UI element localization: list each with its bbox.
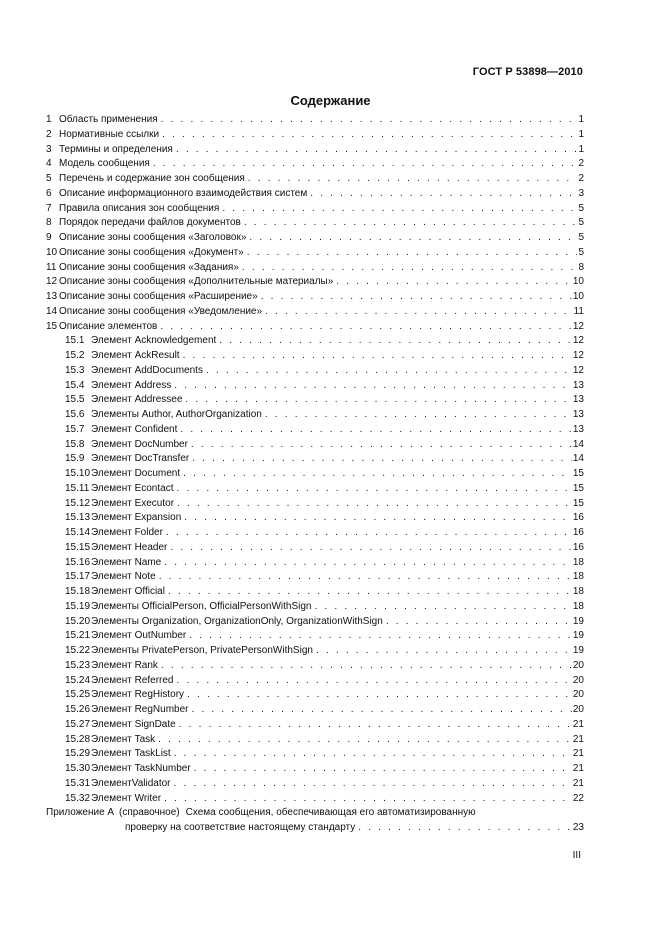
toc-appendix-entry[interactable] (46, 806, 584, 821)
dot-leader (176, 674, 571, 689)
toc-entry[interactable] (46, 275, 584, 290)
toc-page-number: 21 (572, 733, 584, 745)
toc-section-number: 8 (46, 217, 52, 229)
toc-page-number: 13 (572, 409, 584, 420)
toc-entry[interactable] (46, 585, 584, 600)
toc-page-number: 3 (578, 187, 584, 199)
toc-page-number: 20 (572, 689, 584, 701)
toc-entry[interactable] (46, 364, 584, 379)
toc-section-title: Элемент Header (91, 541, 168, 553)
dot-leader (249, 231, 577, 246)
dot-leader (176, 482, 571, 497)
dot-leader (161, 113, 578, 128)
toc-page-number: 8 (578, 261, 584, 273)
toc-page-number: 5 (578, 202, 584, 214)
toc-section-title: Элемент RegHistory (91, 689, 185, 701)
toc-section-number: 7 (46, 202, 52, 214)
dot-leader (158, 733, 572, 748)
toc-section-number: 15.18 (65, 586, 91, 597)
toc-page-number: 21 (572, 718, 584, 730)
toc-page-number: 18 (572, 586, 584, 597)
toc-entry[interactable] (46, 379, 584, 394)
toc-section-title: Описание информационного взаимодействия систем (59, 187, 308, 199)
dot-leader (191, 438, 572, 453)
dot-leader (162, 128, 577, 143)
toc-page-number: 15 (572, 497, 584, 509)
toc-page-number: 23 (572, 822, 584, 833)
toc-entry[interactable] (46, 320, 584, 335)
toc-section-title: Элемент Writer (91, 792, 162, 804)
toc-page-number: 12 (572, 364, 584, 376)
toc-section-number: 15.12 (65, 497, 91, 509)
toc-section-number: 15.7 (65, 423, 85, 435)
toc-page-number: 13 (572, 379, 584, 391)
toc-section-number: 14 (46, 305, 58, 317)
toc-section-title: Область применения (59, 114, 158, 125)
dot-leader (160, 320, 572, 335)
toc-entry[interactable] (46, 187, 584, 202)
toc-section-number: 15.22 (65, 645, 91, 656)
dot-leader (247, 246, 578, 261)
dot-leader (174, 777, 572, 792)
dot-leader (183, 467, 572, 482)
toc-page-number: 5 (578, 217, 584, 229)
dot-leader (248, 172, 578, 187)
toc-page-number: 1 (578, 114, 584, 125)
toc-entry[interactable] (46, 644, 584, 659)
toc-page-number: 21 (572, 763, 584, 774)
dot-leader (153, 157, 578, 172)
toc-section-number: 15.26 (65, 704, 91, 715)
toc-section-title: Элемент AddDocuments (91, 364, 203, 376)
toc-section-title: Элемент Referred (91, 674, 174, 686)
toc-page-number: 14 (572, 438, 584, 450)
toc-page-number: 18 (572, 571, 584, 583)
dot-leader (310, 187, 577, 202)
toc-entry[interactable] (46, 718, 584, 733)
toc-section-number: 15.16 (65, 556, 91, 568)
toc-entry[interactable] (46, 438, 584, 453)
dot-leader (358, 821, 572, 836)
toc-entry[interactable] (46, 393, 584, 408)
toc-section-title: Элементы Organization, OrganizationOnly, OrganizationWithSign (91, 615, 383, 627)
toc-section-title: Элемент Rank (91, 659, 158, 671)
toc-section-title: Элемент Econtact (91, 482, 174, 494)
dot-leader (174, 747, 572, 762)
toc-page-number: 10 (572, 276, 584, 288)
dot-leader (179, 718, 572, 733)
toc-page-number: 15 (572, 482, 584, 494)
document-id: ГОСТ Р 53898—2010 (472, 66, 583, 78)
toc-section-title: Элементы OfficialPerson, OfficialPersonWithSign (91, 600, 312, 612)
toc-section-title: Элемент OutNumber (91, 630, 187, 642)
toc-page-number: 12 (572, 350, 584, 361)
toc-section-number: 15.8 (65, 438, 85, 450)
toc-entry[interactable] (46, 452, 584, 467)
toc-section-title: Термины и определения (59, 143, 173, 155)
toc-entry[interactable] (46, 423, 584, 438)
toc-page-number: 15 (572, 468, 584, 479)
toc-entry[interactable] (46, 570, 584, 585)
toc-section-title: Элементы PrivatePerson, PrivatePersonWithSign (91, 645, 313, 656)
toc-section-number: 15.20 (65, 615, 91, 627)
toc-page-number: 5 (578, 232, 584, 243)
toc-page-number: 20 (572, 704, 584, 715)
toc-entry[interactable] (46, 615, 584, 630)
toc-section-title: Элемент Note (91, 571, 156, 583)
toc-entry[interactable] (46, 246, 584, 261)
toc-entry[interactable] (46, 290, 584, 305)
toc-section-title: Элемент Addressee (91, 394, 183, 406)
toc-entry[interactable] (46, 467, 584, 482)
dot-leader (316, 644, 572, 659)
toc-section-title: Элемент DocNumber (91, 438, 188, 450)
toc-section-number: 15.11 (65, 482, 90, 494)
toc-section-title: Описание элементов (59, 320, 158, 332)
toc-page-number: 1 (578, 143, 584, 155)
toc-entry[interactable] (46, 482, 584, 497)
toc-section-number: 15.31 (65, 777, 91, 789)
toc-section-title: Элемент Expansion (91, 512, 182, 524)
toc-entry[interactable] (46, 143, 584, 158)
toc-section-number: 15.30 (65, 763, 91, 774)
toc-entry[interactable] (46, 777, 584, 792)
toc-section-title: Описание зоны сообщения «Уведомление» (59, 305, 263, 317)
toc-entry[interactable] (46, 349, 584, 364)
toc-page-number: 22 (572, 792, 584, 804)
toc-section-number: 2 (46, 128, 52, 140)
toc-section-title: Описание зоны сообщения «Дополнительные материалы» (59, 276, 334, 288)
dot-leader (219, 334, 572, 349)
toc-page-number: 18 (572, 556, 584, 568)
toc-entry[interactable] (46, 747, 584, 762)
toc-page-number: 21 (572, 748, 584, 760)
toc-section-number: 15.27 (65, 718, 91, 730)
toc-section-title: Элементы Author, AuthorOrganization (91, 409, 262, 420)
toc-page-number: 2 (578, 173, 584, 184)
toc-section-title: Элемент TaskList (91, 748, 171, 760)
table-of-contents (46, 113, 584, 836)
toc-section-number: 6 (46, 187, 52, 199)
toc-section-title: Элемент SignDate (91, 718, 176, 730)
dot-leader (164, 792, 572, 807)
dot-leader (189, 629, 572, 644)
toc-section-number: 15.29 (65, 748, 91, 760)
toc-section-number: 15.15 (65, 541, 91, 553)
dot-leader (265, 408, 572, 423)
dot-leader (177, 497, 572, 512)
toc-section-title: Элемент Name (91, 556, 162, 568)
toc-entry[interactable] (46, 497, 584, 512)
toc-section-title: Элемент Executor (91, 497, 175, 509)
toc-section-number: 15.5 (65, 394, 85, 406)
toc-section-number: 15.19 (65, 600, 91, 612)
toc-page-number: 13 (572, 394, 584, 406)
toc-section-title: Описание зоны сообщения «Документ» (59, 246, 244, 258)
toc-entry[interactable] (46, 762, 584, 777)
dot-leader (222, 202, 577, 217)
toc-entry[interactable] (46, 600, 584, 615)
toc-section-title: Элемент Acknowledgement (91, 335, 217, 347)
dot-leader (336, 275, 572, 290)
dot-leader (244, 216, 578, 231)
dot-leader (265, 305, 573, 320)
toc-section-number: 15.24 (65, 674, 91, 686)
toc-section-number: 15.3 (65, 364, 85, 376)
toc-entries (46, 113, 584, 806)
dot-leader (191, 703, 571, 718)
toc-page-number: 19 (572, 645, 584, 656)
toc-page-number: 11 (573, 305, 584, 317)
dot-leader (185, 393, 571, 408)
dot-leader (183, 349, 572, 364)
toc-section-title: Элемент Address (91, 379, 172, 391)
toc-entry[interactable] (46, 556, 584, 571)
toc-entry[interactable] (46, 526, 584, 541)
dot-leader (161, 659, 572, 674)
toc-section-title: Элемент AckResult (91, 350, 180, 361)
toc-section-title: Элемент Document (91, 468, 181, 479)
toc-entry[interactable] (46, 688, 584, 703)
toc-entry[interactable] (46, 792, 584, 807)
toc-section-number: 15.2 (65, 350, 85, 361)
toc-section-number: 4 (46, 158, 52, 170)
toc-page-number: 2 (578, 158, 584, 170)
toc-entry[interactable] (46, 216, 584, 231)
dot-leader (184, 511, 572, 526)
toc-entry[interactable] (46, 408, 584, 423)
toc-section-title: Элемент Task (91, 733, 156, 745)
toc-section-number: 15.1 (65, 335, 85, 347)
dot-leader (242, 261, 578, 276)
toc-entry[interactable] (46, 733, 584, 748)
toc-section-title: Описание зоны сообщения «Задания» (59, 261, 239, 273)
toc-section-number: 15.4 (65, 379, 85, 391)
toc-page-number: 16 (572, 541, 584, 553)
toc-page-number: 12 (572, 320, 584, 332)
dot-leader (176, 143, 578, 158)
toc-page-number: 19 (572, 630, 584, 642)
toc-page-number: 19 (572, 615, 584, 627)
toc-section-number: 15.17 (65, 571, 91, 583)
dot-leader (180, 423, 571, 438)
toc-entry[interactable] (46, 113, 584, 128)
toc-page-number: 20 (572, 659, 584, 671)
toc-section-number: 15.25 (65, 689, 91, 701)
toc-page-number: 10 (572, 291, 584, 302)
toc-section-number: 15.14 (65, 527, 91, 538)
toc-page-number: 14 (572, 453, 584, 465)
toc-entry[interactable] (46, 231, 584, 246)
toc-section-number: 15 (46, 320, 58, 332)
dot-leader (261, 290, 572, 305)
dot-leader (164, 556, 572, 571)
toc-section-number: 13 (46, 291, 58, 302)
toc-page-number: 20 (572, 674, 584, 686)
appendix-type: (справочное) (119, 807, 180, 819)
toc-page-number: 13 (572, 423, 584, 435)
toc-section-number: 15.32 (65, 792, 91, 804)
dot-leader (386, 615, 572, 630)
dot-leader (314, 600, 571, 615)
dot-leader (170, 541, 572, 556)
toc-section-number: 10 (46, 246, 58, 258)
toc-section-title: Элемент RegNumber (91, 704, 189, 715)
toc-entry[interactable] (46, 541, 584, 556)
toc-section-title: Правила описания зон сообщения (59, 202, 220, 214)
toc-section-number: 15.10 (65, 468, 91, 479)
dot-leader (187, 688, 572, 703)
toc-entry[interactable] (46, 202, 584, 217)
toc-section-number: 1 (46, 114, 52, 125)
toc-section-title: Элемент Confident (91, 423, 178, 435)
toc-entry[interactable] (46, 128, 584, 143)
toc-entry[interactable] (46, 261, 584, 276)
dot-leader (206, 364, 572, 379)
dot-leader (166, 526, 572, 541)
dot-leader (168, 585, 572, 600)
toc-section-title: Модель сообщения (59, 158, 150, 170)
toc-section-title: Элемент TaskNumber (91, 763, 191, 774)
dot-leader (192, 452, 572, 467)
toc-section-number: 15.6 (65, 409, 85, 420)
toc-section-title: Описание зоны сообщения «Расширение» (59, 291, 258, 302)
toc-entry[interactable] (46, 172, 584, 187)
toc-page-number: 21 (572, 777, 584, 789)
toc-appendix-continuation[interactable] (46, 821, 584, 836)
toc-entry[interactable] (46, 703, 584, 718)
toc-section-title: Элемент Folder (91, 527, 163, 538)
toc-page-number: 16 (572, 527, 584, 538)
toc-page-number: 18 (572, 600, 584, 612)
toc-entry[interactable] (46, 511, 584, 526)
toc-entry[interactable] (46, 157, 584, 172)
appendix-title-line1: Схема сообщения, обеспечивающая его автоматизированную (185, 807, 476, 819)
appendix-title-line2: проверку на соответствие настоящему стандарту (125, 822, 356, 833)
toc-page-number: 12 (572, 335, 584, 347)
toc-section-title: Описание зоны сообщения «Заголовок» (59, 232, 247, 243)
toc-section-title: Элемент Official (91, 586, 165, 597)
toc-section-number: 3 (46, 143, 52, 155)
toc-entry[interactable] (46, 629, 584, 644)
toc-page-number: 16 (572, 512, 584, 524)
toc-section-title: Перечень и содержание зон сообщения (59, 173, 245, 184)
toc-section-number: 5 (46, 173, 52, 184)
dot-leader (159, 570, 572, 585)
toc-entry[interactable] (46, 674, 584, 689)
dot-leader (194, 762, 572, 777)
dot-leader (174, 379, 572, 394)
toc-section-title: Порядок передачи файлов документов (59, 217, 241, 229)
appendix-heading: Приложение А (46, 807, 115, 819)
toc-section-title: Нормативные ссылки (59, 128, 160, 140)
toc-section-title: Элемент DocTransfer (91, 453, 190, 465)
toc-section-number: 15.23 (65, 659, 91, 671)
toc-section-number: 15.9 (65, 453, 85, 465)
toc-entry[interactable] (46, 305, 584, 320)
toc-section-number: 15.28 (65, 733, 91, 745)
toc-section-number: 9 (46, 232, 52, 243)
toc-page-number: 1 (578, 128, 584, 140)
toc-page-number: 5 (578, 246, 584, 258)
toc-entry[interactable] (46, 334, 584, 349)
toc-section-number: 11 (46, 261, 57, 273)
toc-section-title: ЭлементValidator (91, 777, 171, 789)
page-title: Содержание (290, 93, 371, 108)
page-number: III (572, 850, 581, 861)
toc-section-number: 15.13 (65, 512, 91, 524)
toc-section-number: 15.21 (65, 630, 91, 642)
toc-entry[interactable] (46, 659, 584, 674)
toc-section-number: 12 (46, 276, 58, 288)
